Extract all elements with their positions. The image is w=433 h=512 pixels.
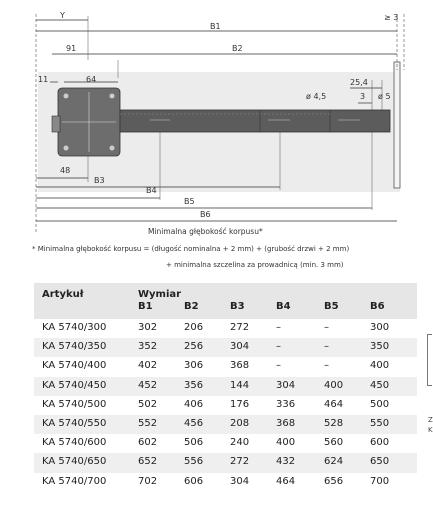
side-letter-k: K	[428, 426, 433, 434]
cell-b3: 144	[230, 379, 250, 391]
cell-b2: 256	[184, 341, 204, 353]
cell-b3: 176	[230, 398, 250, 410]
cell-b3: 272	[230, 322, 250, 333]
header-wymiar: Wymiar	[138, 289, 182, 300]
note-line-1: * Minimalna głębokość korpusu = (długość nominalna + 2 mm) + (grubość drzwi + 2 mm)	[32, 245, 350, 253]
cell-b2: 206	[184, 322, 204, 333]
technical-drawing	[0, 0, 432, 246]
header-b5: B5	[324, 301, 339, 312]
cell-b6: 700	[370, 475, 390, 487]
cell-b2: 406	[184, 398, 204, 410]
cell-b5: –	[324, 360, 329, 372]
cell-b2: 456	[184, 417, 204, 429]
cell-b2: 606	[184, 475, 204, 487]
cell-b1: 652	[138, 456, 158, 468]
dim-b1: B1	[210, 22, 221, 31]
cell-b4: 400	[276, 437, 296, 449]
cell-b2: 506	[184, 437, 204, 449]
cell-b1: 452	[138, 379, 158, 391]
cell-b5: 624	[324, 456, 344, 468]
dim-hole-5: ø 5	[378, 92, 391, 101]
dim-91: 91	[66, 44, 77, 53]
cell-b1: 502	[138, 398, 158, 410]
cell-b2: 306	[184, 360, 204, 372]
dim-y: Y	[60, 11, 65, 20]
dim-b4: B4	[146, 186, 157, 195]
cell-b6: 550	[370, 417, 390, 429]
table-row	[34, 473, 417, 492]
dim-b6: B6	[200, 210, 211, 219]
table-row	[34, 377, 417, 396]
cell-b5: –	[324, 341, 329, 353]
cell-b3: 272	[230, 456, 250, 468]
cell-b1: 602	[138, 437, 158, 449]
cell-artykul: KA 5740/450	[42, 379, 107, 391]
cell-b6: 650	[370, 456, 390, 468]
table-body	[34, 319, 417, 492]
header-b2: B2	[184, 301, 199, 312]
note-line-2: + minimalna szczelina za prowadnicą (min. 3 mm)	[166, 261, 344, 269]
cell-b3: 304	[230, 475, 250, 487]
cell-artykul: KA 5740/550	[42, 417, 107, 429]
cell-b5: 560	[324, 437, 344, 449]
cell-b3: 240	[230, 437, 250, 449]
cell-b6: 450	[370, 379, 390, 391]
cell-b6: 350	[370, 341, 390, 353]
table-row	[34, 396, 417, 415]
dim-48: 48	[60, 166, 71, 175]
cell-artykul: KA 5740/300	[42, 322, 107, 333]
dim-hole-4-5: ø 4,5	[306, 92, 327, 101]
cell-b3: 368	[230, 360, 250, 372]
cell-artykul: KA 5740/500	[42, 398, 107, 410]
dim-b5: B5	[184, 197, 195, 206]
cell-b2: 556	[184, 456, 204, 468]
cell-b6: 600	[370, 437, 390, 449]
cell-b1: 352	[138, 341, 158, 353]
header-b6: B6	[370, 301, 385, 312]
cell-b4: –	[276, 360, 281, 372]
dim-11: 11	[38, 75, 49, 84]
cell-b6: 500	[370, 398, 390, 410]
cell-b6: 400	[370, 360, 390, 372]
cell-b4: 464	[276, 475, 296, 487]
header-artykul: Artykuł	[42, 289, 84, 300]
cell-b4: 432	[276, 456, 296, 468]
table-row	[34, 453, 417, 472]
header-b4: B4	[276, 301, 291, 312]
cell-artykul: KA 5740/400	[42, 360, 107, 372]
cell-b1: 702	[138, 475, 158, 487]
dim-b2: B2	[232, 44, 243, 53]
table-header	[34, 283, 417, 319]
cell-b1: 552	[138, 417, 158, 429]
dim-64: 64	[86, 75, 97, 84]
cell-b5: 656	[324, 475, 344, 487]
table-row	[34, 357, 417, 376]
cell-artykul: KA 5740/700	[42, 475, 107, 487]
cell-b4: 368	[276, 417, 296, 429]
cell-artykul: KA 5740/350	[42, 341, 107, 353]
cell-b3: 304	[230, 341, 250, 353]
table-row	[34, 415, 417, 434]
table-row	[34, 434, 417, 453]
cell-b2: 356	[184, 379, 204, 391]
cell-b4: 336	[276, 398, 296, 410]
dimension-table	[34, 283, 417, 492]
cell-b5: 400	[324, 379, 344, 391]
cell-b4: –	[276, 341, 281, 353]
dim-3: 3	[360, 92, 366, 101]
header-b1: B1	[138, 301, 153, 312]
cell-artykul: KA 5740/600	[42, 437, 107, 449]
dim-25-4: 25,4	[350, 78, 368, 87]
side-letter-z: Z	[428, 416, 433, 424]
cell-b5: –	[324, 322, 329, 333]
cell-b5: 528	[324, 417, 344, 429]
cell-b3: 208	[230, 417, 250, 429]
cell-b1: 302	[138, 322, 158, 333]
table-row	[34, 319, 417, 338]
table-row	[34, 338, 417, 357]
cell-b1: 402	[138, 360, 158, 372]
header-b3: B3	[230, 301, 245, 312]
cell-b4: –	[276, 322, 281, 333]
cell-b5: 464	[324, 398, 344, 410]
drawing-lines	[0, 0, 432, 246]
cell-b4: 304	[276, 379, 296, 391]
cell-artykul: KA 5740/650	[42, 456, 107, 468]
cell-b6: 300	[370, 322, 390, 333]
side-bracket	[427, 334, 432, 386]
drawing-caption: Minimalna głębokość korpusu*	[148, 227, 263, 236]
dim-b3: B3	[94, 176, 105, 185]
dim-min-gap: ≥ 3	[384, 13, 399, 22]
